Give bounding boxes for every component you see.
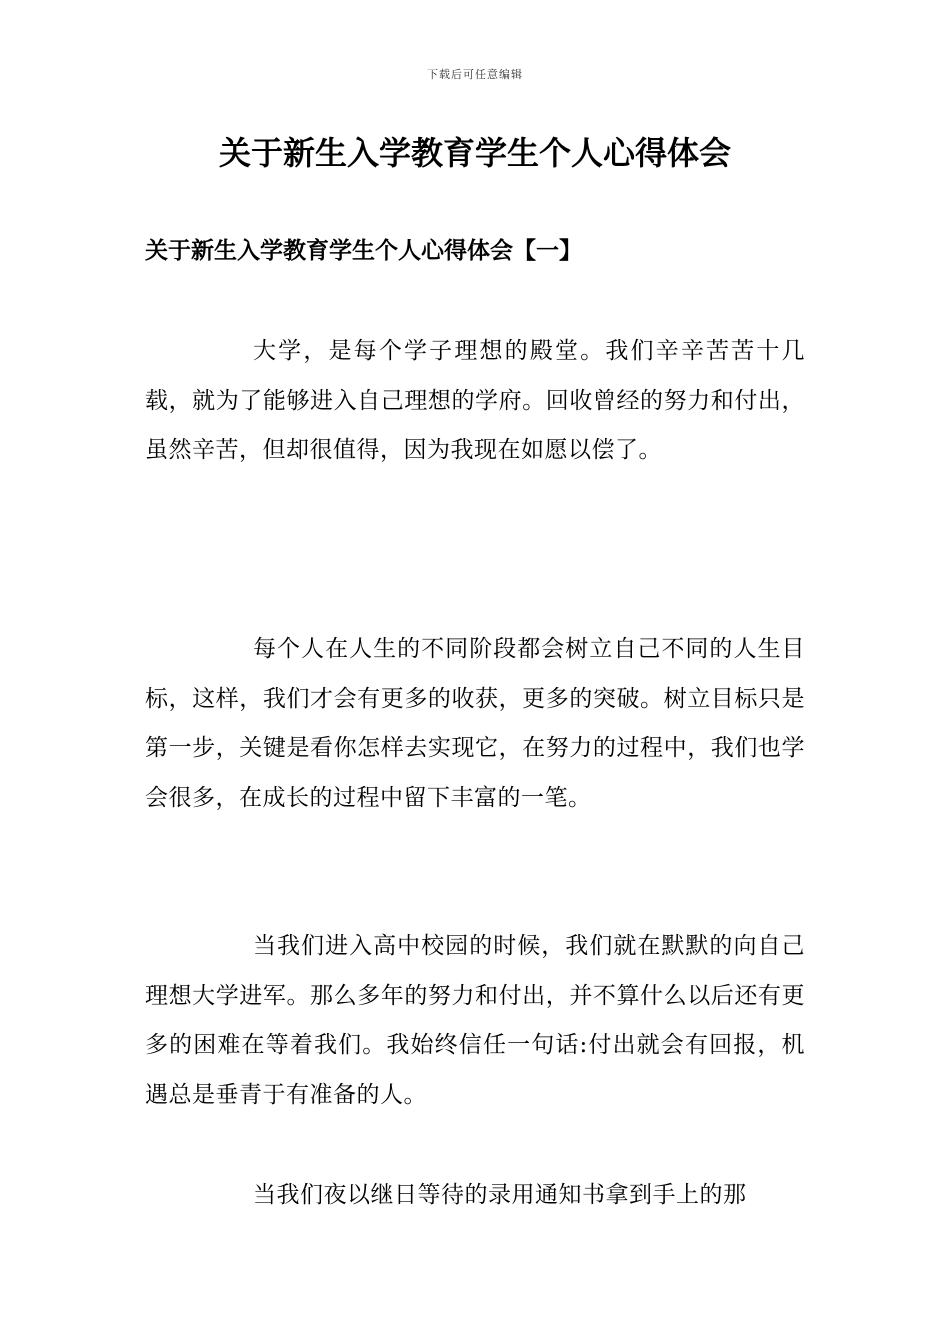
header-note: 下载后可任意编辑 — [427, 68, 523, 81]
paragraph-2: 每个人在人生的不同阶段都会树立自己不同的人生目标，这样，我们才会有更多的收获，更多的突破。树立目标只是第一步，关键是看你怎样去实现它，在努力的过程中，我们也学会很多，在成长的过程中留下丰富的一笔。 — [145, 636, 805, 811]
document-title: 关于新生入学教育学生个人心得体会 — [218, 134, 731, 172]
section-heading: 关于新生入学教育学生个人心得体会【一】 — [145, 237, 582, 264]
paragraph-3: 当我们进入高中校园的时候，我们就在默默的向自己理想大学进军。那么多年的努力和付出，并不算什么以后还有更多的困难在等着我们。我始终信任一句话:付出就会有回报，机遇总是垂青于有准备的人。 — [145, 933, 805, 1108]
paragraph-1: 大学，是每个学子理想的殿堂。我们辛辛苦苦十几载，就为了能够进入自己理想的学府。回收曾经的努力和付出，虽然辛苦，但却很值得，因为我现在如愿以偿了。 — [145, 338, 805, 463]
paragraph-4: 当我们夜以继日等待的录用通知书拿到手上的那 — [253, 1182, 747, 1208]
